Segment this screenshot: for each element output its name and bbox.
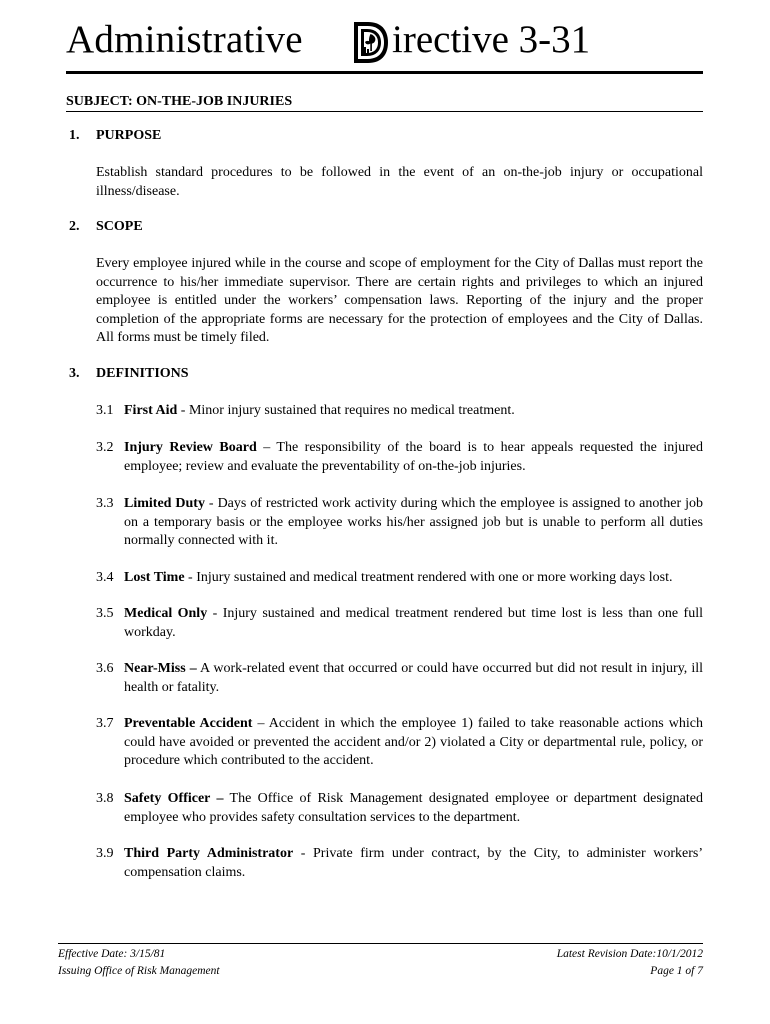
issuing-office: Issuing Office of Risk Management <box>58 965 220 977</box>
definition-term: Medical Only <box>124 606 208 621</box>
definition-text: - Injury sustained and medical treatment rendered with one or more working days lost. <box>184 570 673 585</box>
section-number: 1. <box>69 128 80 143</box>
definition-third-party-administrator <box>124 845 703 882</box>
effective-date: Effective Date: 3/15/81 <box>58 948 166 960</box>
section-title-scope: SCOPE <box>96 219 143 234</box>
section-number: 3. <box>69 366 80 381</box>
definition-term: Third Party Administrator <box>124 846 294 861</box>
definition-number: 3.1 <box>96 403 114 418</box>
definition-number: 3.9 <box>96 846 114 861</box>
definition-term: Safety Officer – <box>124 791 224 806</box>
directive-title-right: irective 3-31 <box>392 18 591 61</box>
definition-number: 3.6 <box>96 661 114 676</box>
definition-text: The Office of Risk Management designated employee or department designated employee who provides safety consultation services to the department. <box>124 791 703 825</box>
definition-medical-only <box>124 605 703 642</box>
definition-text: - Injury sustained and medical treatment rendered but time lost is less than one full workday. <box>124 606 703 640</box>
definition-number: 3.5 <box>96 606 114 621</box>
definition-text: A work-related event that occurred or could have occurred but did not result in injury, ill health or fatality. <box>124 661 703 695</box>
subject-rule <box>66 111 703 112</box>
section-title-definitions: DEFINITIONS <box>96 366 189 381</box>
definition-first-aid <box>124 402 703 421</box>
definition-number: 3.8 <box>96 791 114 806</box>
definition-preventable-accident <box>124 715 703 771</box>
page-number: Page 1 of 7 <box>650 965 703 977</box>
section-title-purpose: PURPOSE <box>96 128 162 143</box>
definition-safety-officer <box>124 790 703 827</box>
section-number: 2. <box>69 219 80 234</box>
definition-number: 3.4 <box>96 570 114 585</box>
header-rule <box>66 71 703 74</box>
directive-title-left: Administrative <box>66 18 303 61</box>
definition-term: Near-Miss – <box>124 661 197 676</box>
definition-lost-time <box>124 569 703 588</box>
definition-term: Limited Duty <box>124 496 205 511</box>
definition-number: 3.2 <box>96 440 114 455</box>
purpose-paragraph: Establish standard procedures to be followed in the event of an on-the-job injury or occupational illness/disease. <box>96 165 703 199</box>
definition-term: Preventable Accident <box>124 716 253 731</box>
definition-text: – Accident in which the employee 1) failed to take reasonable actions which could have avoided or prevented the accident and/or 2) violated a City or departmental rule, policy, or procedure which contributed to the accident. <box>124 716 703 768</box>
definition-injury-review-board <box>124 439 703 476</box>
definition-text: - Minor injury sustained that requires no medical treatment. <box>177 403 515 418</box>
definition-limited-duty <box>124 495 703 551</box>
footer-rule <box>58 943 703 944</box>
definition-text: - Private firm under contract, by the City, to administer workers’ compensation claims. <box>124 846 704 880</box>
city-of-dallas-d-logo-icon <box>352 20 390 65</box>
scope-paragraph: Every employee injured while in the course and scope of employment for the City of Dallas must report the occurrence to his/her immediate supervisor. There are certain rights and privileges to which an injured employee is entitled under the workers’ compensation laws. Reporting of the injury and the proper completion of the appropriate forms are necessary for the protection of employees and the City of Dallas. All forms must be timely filed. <box>96 256 703 345</box>
definition-term: First Aid <box>124 403 178 418</box>
definition-term: Injury Review Board <box>124 440 257 455</box>
definition-near-miss <box>124 660 703 697</box>
definition-number: 3.7 <box>96 716 114 731</box>
subject-line: SUBJECT: ON-THE-JOB INJURIES <box>66 94 293 109</box>
definition-term: Lost Time <box>124 570 185 585</box>
definition-text: - Days of restricted work activity during which the employee is assigned to another job on a temporary basis or the employee works his/her assigned job but is unable to perform all duties normally connected with it. <box>124 496 703 548</box>
definition-text: – The responsibility of the board is to hear appeals requested the injured employee; review and evaluate the preventability of on-the-job injuries. <box>124 440 703 474</box>
revision-date: Latest Revision Date:10/1/2012 <box>556 948 703 960</box>
definition-number: 3.3 <box>96 496 114 511</box>
